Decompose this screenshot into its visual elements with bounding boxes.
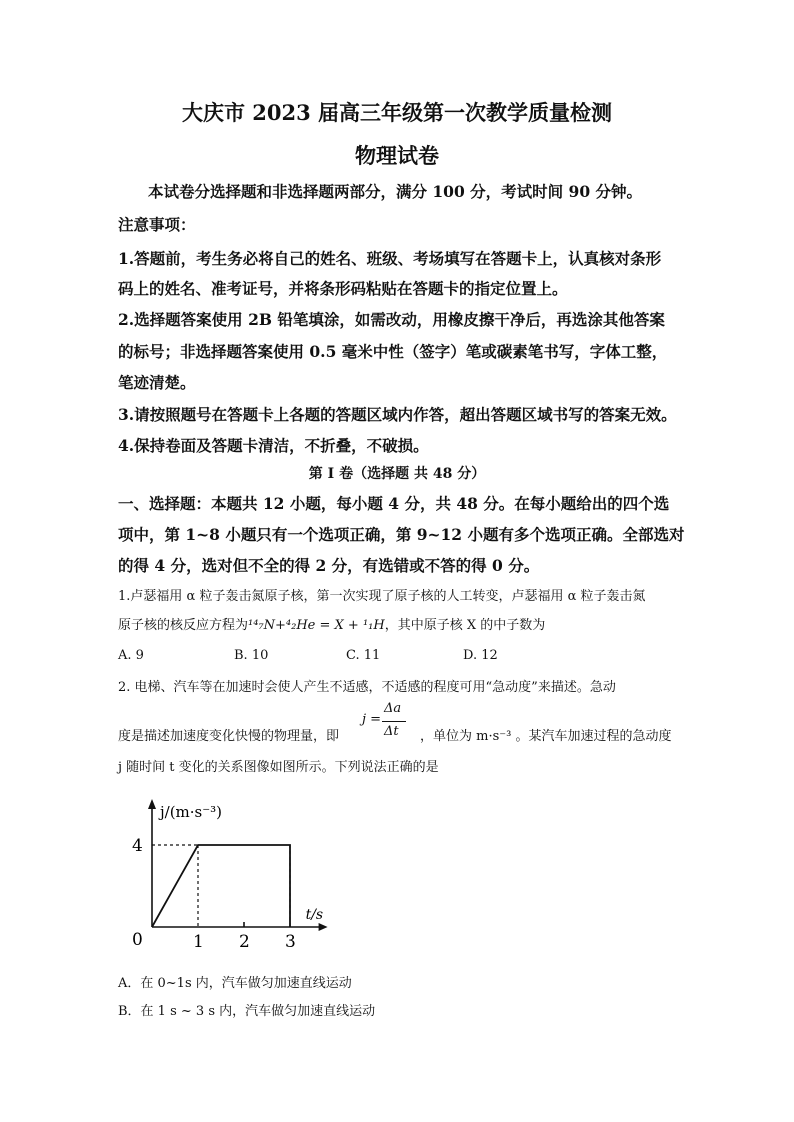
q1-stem-pre: 原子核的核反应方程为 — [118, 618, 249, 633]
fraction-bar — [382, 721, 406, 722]
y-axis-label: j/(m·s⁻³) — [160, 803, 223, 821]
q2-stem-line1: 2. 电梯、汽车等在加速时会使人产生不适感，不适感的程度可用“急动度”来描述。急动 — [118, 680, 616, 695]
formula-lhs: j = — [362, 712, 382, 727]
q2-stem-line2-pre: 度是描述加速度变化快慢的物理量，即 — [118, 729, 340, 744]
formula-numerator: Δa — [384, 701, 402, 716]
section-desc: 一、选择题：本题共 12 小题，每小题 4 分，共 48 分。在每小题给出的四个选 — [118, 494, 670, 513]
q2-option-a: A．在 0~1s 内，汽车做匀加速直线运动 — [118, 976, 352, 991]
x-tick-label: 2 — [239, 932, 250, 952]
jerk-time-graph — [130, 795, 350, 955]
q1-stem-post: ，其中原子核 X 的中子数为 — [384, 618, 546, 633]
notice-heading: 注意事项： — [118, 215, 196, 234]
x-tick-label: 3 — [285, 932, 296, 952]
notice-line: 笔迹清楚。 — [118, 373, 196, 392]
section-desc: 的得 4 分，选对但不全的得 2 分，有选错或不答的得 0 分。 — [118, 556, 540, 575]
series-line — [152, 845, 290, 927]
notice-line: 1.答题前，考生务必将自己的姓名、班级、考场填写在答题卡上，认真核对条形 — [118, 249, 662, 268]
y-tick-label: 4 — [132, 836, 143, 856]
q2-stem-line3: j 随时间 t 变化的关系图像如图所示。下列说法正确的是 — [118, 760, 439, 775]
q1-option-b: B. 10 — [234, 648, 269, 663]
x-axis-label: t/s — [305, 907, 324, 923]
exam-subtitle: 物理试卷 — [355, 143, 439, 168]
section-title: 第 I 卷（选择题 共 48 分） — [308, 466, 486, 482]
origin-label: 0 — [132, 930, 143, 950]
exam-title: 大庆市 2023 届高三年级第一次教学质量检测 — [181, 100, 613, 125]
section-desc: 项中，第 1~8 小题只有一个选项正确，第 9~12 小题有多个选项正确。全部选对 — [118, 525, 685, 544]
q1-option-a: A. 9 — [118, 648, 144, 663]
q1-option-d: D. 12 — [463, 648, 498, 663]
intro-text: 本试卷分选择题和非选择题两部分，满分 100 分，考试时间 90 分钟。 — [148, 182, 643, 201]
notice-line: 4.保持卷面及答题卡清洁，不折叠，不破损。 — [118, 436, 429, 455]
formula-denominator: Δt — [384, 724, 399, 739]
x-axis-arrow — [319, 923, 328, 931]
x-tick-label: 1 — [193, 932, 204, 952]
y-axis-arrow — [148, 799, 156, 809]
notice-line: 码上的姓名、准考证号，并将条形码粘贴在答题卡的指定位置上。 — [118, 279, 568, 298]
q1-option-c: C. 11 — [346, 648, 381, 663]
notice-line: 2.选择题答案使用 2B 铅笔填涂，如需改动，用橡皮擦干净后，再选涂其他答案 — [118, 310, 665, 329]
q2-stem-line2-post: ，单位为 m·s⁻³ 。某汽车加速过程的急动度 — [420, 729, 672, 744]
q2-option-b: B．在 1 s ~ 3 s 内，汽车做匀加速直线运动 — [118, 1004, 376, 1019]
q1-stem-line2 — [118, 614, 698, 633]
notice-line: 的标号；非选择题答案使用 0.5 毫米中性（签字）笔或碳素笔书写，字体工整， — [118, 342, 668, 361]
q1-stem-line1: 1.卢瑟福用 α 粒子轰击氮原子核，第一次实现了原子核的人工转变，卢瑟福用 α 粒子轰击氮 — [118, 589, 646, 604]
notice-line: 3.请按照题号在答题卡上各题的答题区域内作答，超出答题区域书写的答案无效。 — [118, 405, 677, 424]
jerk-formula — [362, 701, 422, 743]
nuclear-equation: ¹⁴₇N+⁴₂He = X + ¹₁H — [248, 618, 385, 633]
